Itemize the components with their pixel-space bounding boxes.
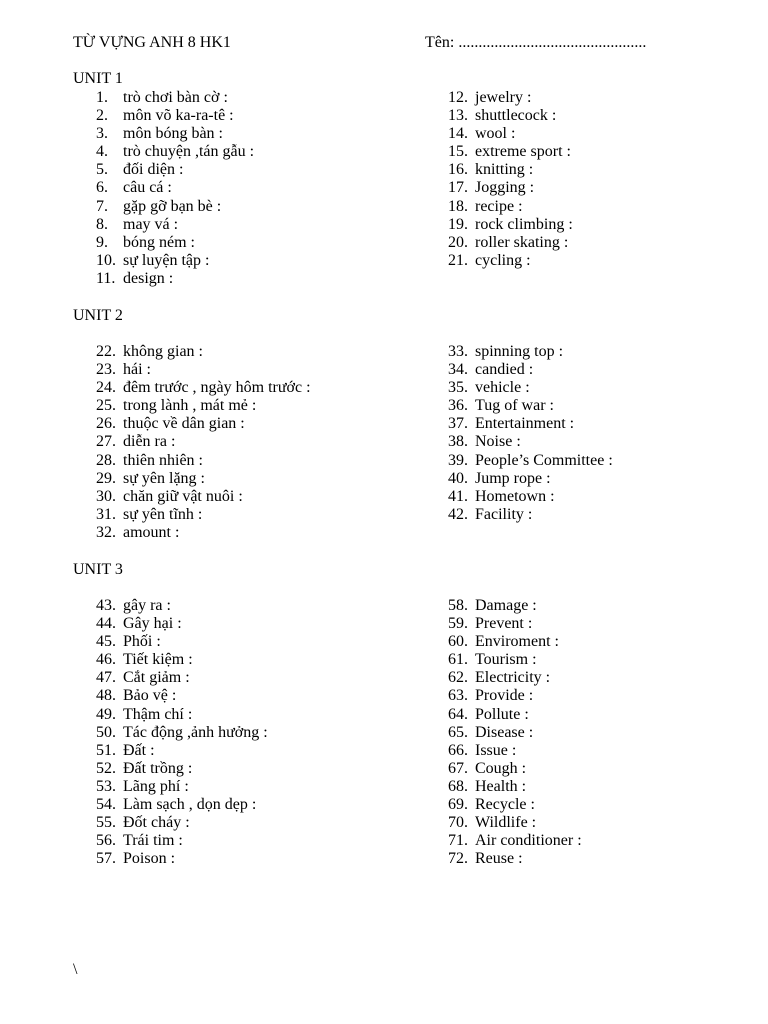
vocab-item-number: 63.: [448, 687, 468, 705]
unit-2-left-list: [96, 343, 311, 542]
vocab-item-text: People’s Committee :: [475, 451, 613, 469]
vocab-item-number: 28.: [96, 451, 116, 469]
vocab-item: [96, 252, 254, 270]
vocab-item-text: bóng ném :: [123, 233, 195, 251]
vocab-item-number: 32.: [96, 523, 116, 541]
vocab-item-number: 11.: [96, 269, 116, 287]
vocab-item: [448, 597, 582, 615]
vocab-item: [448, 343, 613, 361]
vocab-item: [96, 452, 311, 470]
vocab-item-text: Air conditioner :: [475, 832, 582, 850]
vocab-item-number: 48.: [96, 687, 116, 705]
vocab-item-text: extreme sport :: [475, 143, 571, 161]
vocab-item-text: Poison :: [123, 850, 176, 868]
vocab-item-number: 49.: [96, 705, 116, 723]
vocab-item: [96, 179, 254, 197]
vocab-item-number: 13.: [448, 107, 468, 125]
vocab-item-number: 43.: [96, 597, 116, 614]
vocab-item: [96, 597, 268, 615]
vocab-item: [96, 415, 311, 433]
vocab-item-number: 55.: [96, 814, 116, 832]
vocab-item: [448, 179, 573, 197]
vocab-item-number: 58.: [448, 597, 468, 614]
vocab-item: [448, 433, 613, 451]
vocab-item: [96, 506, 311, 524]
vocab-item-text: Cough :: [475, 759, 527, 777]
vocab-item-text: hái :: [123, 361, 151, 379]
vocab-item-text: trò chơi bàn cờ :: [123, 89, 228, 106]
vocab-item-text: Làm sạch , dọn dẹp :: [123, 796, 257, 814]
vocab-item: [96, 814, 268, 832]
vocab-item-text: Lãng phí :: [123, 777, 189, 795]
vocab-item-text: trò chuyện ,tán gẫu :: [123, 143, 255, 161]
vocab-item: [448, 706, 582, 724]
vocab-item-text: đối diện :: [123, 161, 184, 179]
vocab-item-text: Trái tim :: [123, 832, 183, 850]
vocab-item: [448, 669, 582, 687]
unit-2-title: UNIT 2: [73, 307, 123, 324]
vocab-item-number: 30.: [96, 487, 116, 505]
vocab-item-text: Thậm chí :: [123, 705, 193, 723]
vocab-item-number: 20.: [448, 233, 468, 251]
vocab-item-number: 41.: [448, 487, 468, 505]
vocab-item-number: 36.: [448, 397, 468, 415]
vocab-item-number: 4.: [96, 143, 108, 161]
vocab-item: [96, 778, 268, 796]
vocab-item: [96, 850, 268, 868]
vocab-item: [448, 452, 613, 470]
vocab-item-number: 71.: [448, 832, 468, 850]
vocab-item-text: Issue :: [475, 741, 517, 759]
vocab-item-number: 69.: [448, 796, 468, 814]
vocab-item-number: 19.: [448, 215, 468, 233]
vocab-item-number: 29.: [96, 469, 116, 487]
vocab-item-text: jewelry :: [475, 89, 532, 106]
vocab-item-number: 52.: [96, 759, 116, 777]
vocab-item-number: 18.: [448, 197, 468, 215]
vocab-item-number: 26.: [96, 415, 116, 433]
vocab-item-text: spinning top :: [475, 343, 564, 360]
vocab-item-number: 39.: [448, 451, 468, 469]
unit-1-left-list: [96, 89, 254, 288]
vocab-item: [448, 832, 582, 850]
vocab-item-number: 60.: [448, 633, 468, 651]
vocab-item: [448, 778, 582, 796]
vocab-item-text: gặp gỡ bạn bè :: [123, 197, 222, 215]
vocab-item: [96, 760, 268, 778]
vocab-item: [96, 724, 268, 742]
vocab-item-text: candied :: [475, 361, 534, 379]
vocab-item-text: Recycle :: [475, 796, 535, 814]
vocab-item: [96, 470, 311, 488]
vocab-item-number: 59.: [448, 615, 468, 633]
vocab-item-number: 7.: [96, 197, 108, 215]
vocab-item-number: 53.: [96, 777, 116, 795]
vocab-item-number: 8.: [96, 215, 108, 233]
vocab-item-text: Health :: [475, 777, 527, 795]
vocab-item-text: sự yên lặng :: [123, 469, 205, 487]
vocab-item: [448, 615, 582, 633]
unit-3-right-list: [448, 597, 582, 868]
vocab-item: [96, 143, 254, 161]
vocab-item-number: 10.: [96, 251, 116, 269]
vocab-item-number: 44.: [96, 615, 116, 633]
vocab-item-text: Jogging :: [475, 179, 535, 197]
vocab-item: [448, 687, 582, 705]
vocab-item: [96, 107, 254, 125]
vocab-item-text: recipe :: [475, 197, 523, 215]
vocab-item: [448, 107, 573, 125]
vocab-item: [448, 506, 613, 524]
vocab-item-text: Phối :: [123, 633, 161, 651]
vocab-item: [96, 433, 311, 451]
vocab-item-text: Hometown :: [475, 487, 555, 505]
vocab-item: [448, 742, 582, 760]
unit-3-left-list: [96, 597, 268, 868]
vocab-item-text: roller skating :: [475, 233, 569, 251]
vocab-item: [448, 397, 613, 415]
vocab-item: [96, 796, 268, 814]
vocab-item-text: sự yên tĩnh :: [123, 505, 203, 523]
vocab-item-number: 15.: [448, 143, 468, 161]
vocab-item-number: 2.: [96, 107, 108, 125]
vocab-item-number: 64.: [448, 705, 468, 723]
vocab-item: [96, 216, 254, 234]
vocab-item-text: knitting :: [475, 161, 534, 179]
vocab-item-number: 21.: [448, 251, 468, 269]
vocab-item-text: Đất :: [123, 741, 155, 759]
vocab-item: [448, 724, 582, 742]
vocab-item-text: Damage :: [475, 597, 537, 614]
vocab-item: [96, 125, 254, 143]
vocab-item-text: Prevent :: [475, 615, 533, 633]
vocab-item: [448, 198, 573, 216]
vocab-item-text: rock climbing :: [475, 215, 573, 233]
vocab-item-number: 27.: [96, 433, 116, 451]
vocab-item-text: trong lành , mát mẻ :: [123, 397, 257, 415]
vocab-item: [96, 524, 311, 542]
worksheet-title: TỪ VỰNG ANH 8 HK1: [73, 34, 231, 51]
vocab-item-number: 40.: [448, 469, 468, 487]
vocab-item: [448, 651, 582, 669]
vocab-item-text: môn bóng bàn :: [123, 125, 223, 143]
vocab-item-text: Tiết kiệm :: [123, 651, 193, 669]
vocab-item-text: Wildlife :: [475, 814, 537, 832]
vocab-item-number: 33.: [448, 343, 468, 360]
vocab-item: [96, 234, 254, 252]
vocab-item: [448, 633, 582, 651]
vocab-item-text: đêm trước , ngày hôm trước :: [123, 379, 311, 397]
vocab-item: [96, 633, 268, 651]
vocab-item-text: Facility :: [475, 505, 533, 523]
vocab-item-text: Đốt cháy :: [123, 814, 190, 832]
name-field-label: Tên: ...............................................: [425, 34, 647, 51]
vocab-item-number: 66.: [448, 741, 468, 759]
vocab-item-text: cycling :: [475, 251, 531, 269]
vocab-item-text: Cắt giảm :: [123, 669, 190, 687]
vocab-item: [96, 615, 268, 633]
vocab-item-number: 61.: [448, 651, 468, 669]
vocab-item-number: 16.: [448, 161, 468, 179]
vocab-item: [448, 125, 573, 143]
vocab-item-text: Jump rope :: [475, 469, 551, 487]
vocab-item-number: 5.: [96, 161, 108, 179]
vocab-item-number: 42.: [448, 505, 468, 523]
vocab-item: [96, 270, 254, 288]
vocab-item-number: 37.: [448, 415, 468, 433]
vocab-item-number: 35.: [448, 379, 468, 397]
vocab-item: [448, 143, 573, 161]
vocab-item-text: Pollute :: [475, 705, 529, 723]
vocab-item-text: shuttlecock :: [475, 107, 557, 125]
vocab-item-number: 68.: [448, 777, 468, 795]
vocab-item-text: diễn ra :: [123, 433, 176, 451]
vocab-item-text: Entertainment :: [475, 415, 575, 433]
vocab-item: [448, 216, 573, 234]
vocab-item-number: 31.: [96, 505, 116, 523]
vocab-item-text: Provide :: [475, 687, 534, 705]
vocab-item-number: 56.: [96, 832, 116, 850]
vocab-item-text: Bảo vệ :: [123, 687, 177, 705]
vocab-item-number: 6.: [96, 179, 108, 197]
vocab-item-text: amount :: [123, 523, 180, 541]
vocab-item: [448, 814, 582, 832]
vocab-item-text: gây ra :: [123, 597, 171, 614]
unit-1-title: UNIT 1: [73, 70, 123, 87]
vocab-item: [96, 198, 254, 216]
vocab-item-number: 9.: [96, 233, 108, 251]
vocab-item-text: Tourism :: [475, 651, 537, 669]
vocab-item-text: không gian :: [123, 343, 203, 360]
vocab-item-number: 17.: [448, 179, 468, 197]
vocab-item-number: 65.: [448, 723, 468, 741]
vocab-item-text: Đất trồng :: [123, 759, 193, 777]
vocab-item: [448, 760, 582, 778]
vocab-item: [96, 651, 268, 669]
unit-3-title: UNIT 3: [73, 561, 123, 578]
vocab-item-number: 22.: [96, 343, 116, 360]
vocab-item-number: 25.: [96, 397, 116, 415]
vocab-item: [448, 415, 613, 433]
vocab-item-number: 38.: [448, 433, 468, 451]
unit-1-right-list: [448, 89, 573, 270]
vocab-item-text: vehicle :: [475, 379, 530, 397]
vocab-item: [448, 850, 582, 868]
vocab-item: [96, 89, 254, 107]
vocab-item-text: Electricity :: [475, 669, 551, 687]
vocab-item-number: 3.: [96, 125, 108, 143]
vocab-item: [96, 488, 311, 506]
vocab-item-text: Enviroment :: [475, 633, 559, 651]
vocab-item-text: môn võ ka-ra-tê :: [123, 107, 234, 125]
vocab-item: [96, 397, 311, 415]
vocab-item: [448, 161, 573, 179]
vocab-item: [448, 361, 613, 379]
vocab-item-text: chăn giữ vật nuôi :: [123, 487, 243, 505]
vocab-item-text: Reuse :: [475, 850, 523, 868]
vocab-item-text: sự luyện tập :: [123, 251, 210, 269]
vocab-item: [448, 234, 573, 252]
vocab-item: [96, 687, 268, 705]
vocab-item: [448, 252, 573, 270]
vocab-item: [96, 706, 268, 724]
vocab-item-text: thuộc về dân gian :: [123, 415, 245, 433]
vocab-item-number: 34.: [448, 361, 468, 379]
vocab-item: [96, 669, 268, 687]
vocab-item-text: thiên nhiên :: [123, 451, 203, 469]
vocab-item: [448, 470, 613, 488]
vocab-item-number: 72.: [448, 850, 468, 868]
vocab-item-number: 70.: [448, 814, 468, 832]
vocab-item: [96, 343, 311, 361]
vocab-item-number: 57.: [96, 850, 116, 868]
vocab-item-number: 67.: [448, 759, 468, 777]
vocab-item-number: 50.: [96, 723, 116, 741]
vocab-item-text: câu cá :: [123, 179, 172, 197]
vocab-item-number: 47.: [96, 669, 116, 687]
vocab-item-number: 24.: [96, 379, 116, 397]
vocab-item: [448, 488, 613, 506]
vocab-item-number: 45.: [96, 633, 116, 651]
vocab-item-number: 23.: [96, 361, 116, 379]
vocab-item-number: 51.: [96, 741, 116, 759]
vocab-item: [448, 89, 573, 107]
vocab-item-text: Noise :: [475, 433, 521, 451]
vocab-item-text: Tác động ,ảnh hưởng :: [123, 723, 268, 741]
vocab-item-text: may vá :: [123, 215, 179, 233]
vocab-item-number: 1.: [96, 89, 108, 106]
vocab-item-number: 46.: [96, 651, 116, 669]
vocab-item-text: Disease :: [475, 723, 534, 741]
vocab-item: [96, 832, 268, 850]
vocab-item: [96, 161, 254, 179]
vocab-item-number: 62.: [448, 669, 468, 687]
vocab-item: [96, 742, 268, 760]
vocab-item-number: 14.: [448, 125, 468, 143]
footer-mark: \: [73, 961, 78, 978]
unit-2-right-list: [448, 343, 613, 524]
vocab-item-text: design :: [123, 269, 174, 287]
vocab-item-text: wool :: [475, 125, 516, 143]
vocab-item: [448, 796, 582, 814]
vocab-item-text: Tug of war :: [475, 397, 554, 415]
vocab-item-number: 12.: [448, 89, 468, 106]
vocab-item-text: Gây hại :: [123, 615, 182, 633]
vocab-item: [96, 379, 311, 397]
vocab-item-number: 54.: [96, 796, 116, 814]
vocab-item: [448, 379, 613, 397]
vocab-item: [96, 361, 311, 379]
